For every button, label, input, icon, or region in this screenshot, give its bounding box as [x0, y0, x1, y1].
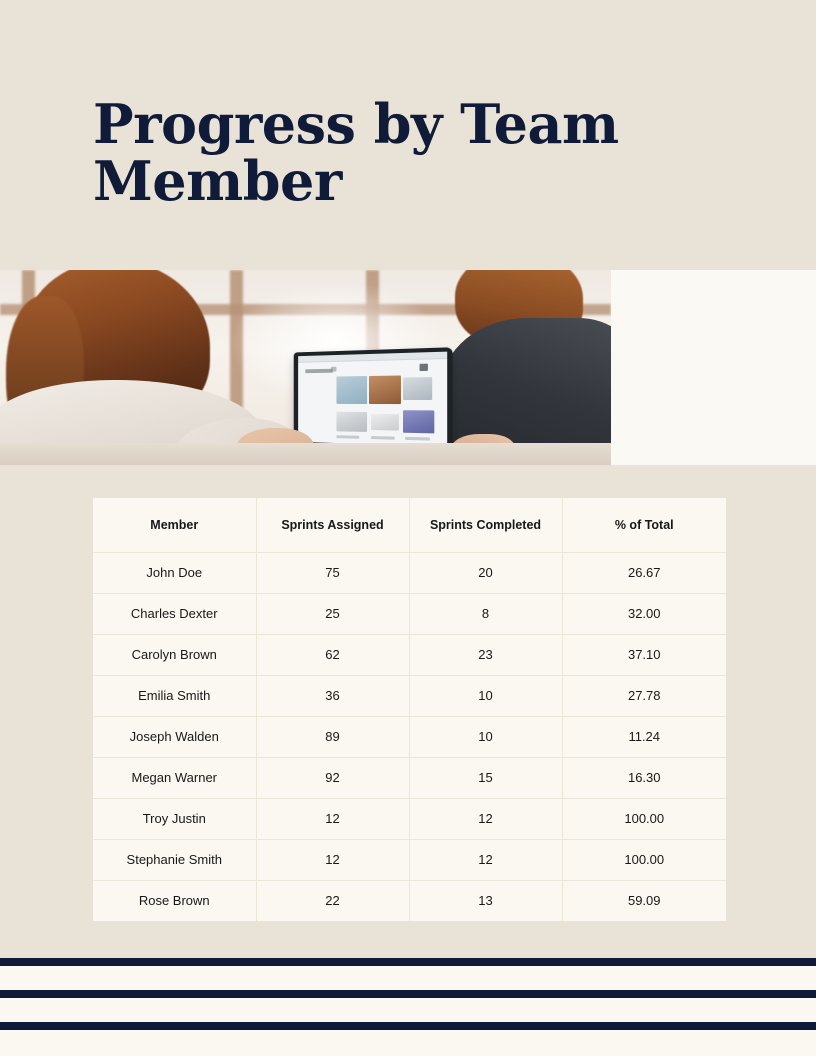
table-header-row: [93, 498, 726, 552]
cell-completed: 12: [409, 798, 562, 839]
cell-assigned: 36: [256, 675, 409, 716]
product-image: [336, 412, 367, 432]
cell-percent: 16.30: [562, 757, 726, 798]
photo-strip: [0, 270, 816, 465]
product-caption: [405, 437, 430, 441]
table-row: [93, 798, 726, 839]
header-band: [0, 0, 816, 270]
cell-completed: 13: [409, 880, 562, 921]
cell-assigned: 89: [256, 716, 409, 757]
cell-member: Joseph Walden: [93, 716, 256, 757]
table-section: [0, 465, 816, 958]
product-image: [403, 377, 432, 400]
footer-bar: [0, 958, 816, 966]
cell-member: Rose Brown: [93, 880, 256, 921]
cart-icon: [420, 364, 428, 371]
cell-assigned: 22: [256, 880, 409, 921]
table-row: [93, 757, 726, 798]
cell-completed: 23: [409, 634, 562, 675]
footer-bar: [0, 990, 816, 998]
cell-member: Stephanie Smith: [93, 839, 256, 880]
hero-photo: [0, 270, 611, 465]
product-caption: [336, 435, 359, 439]
cell-completed: 12: [409, 839, 562, 880]
photo-filler: [611, 270, 816, 465]
product-image: [369, 375, 401, 404]
column-header-percent: % of Total: [562, 498, 726, 552]
cell-percent: 100.00: [562, 839, 726, 880]
footer-bar: [0, 1022, 816, 1030]
cell-percent: 37.10: [562, 634, 726, 675]
table-row: [93, 552, 726, 593]
cell-percent: 11.24: [562, 716, 726, 757]
product-image: [371, 414, 399, 431]
cell-member: Charles Dexter: [93, 593, 256, 634]
product-image: [336, 376, 367, 404]
cell-completed: 8: [409, 593, 562, 634]
cell-assigned: 12: [256, 839, 409, 880]
product-caption: [371, 436, 395, 440]
cell-assigned: 25: [256, 593, 409, 634]
cell-assigned: 75: [256, 552, 409, 593]
laptop: [294, 347, 453, 453]
table-row: [93, 839, 726, 880]
footer-decoration: [0, 958, 816, 1056]
cell-assigned: 12: [256, 798, 409, 839]
column-header-member: Member: [93, 498, 256, 552]
table-body: [93, 552, 726, 921]
cell-percent: 27.78: [562, 675, 726, 716]
cell-member: Megan Warner: [93, 757, 256, 798]
cell-member: John Doe: [93, 552, 256, 593]
cell-percent: 59.09: [627, 893, 661, 909]
page-title: Progress by Team Member: [93, 92, 619, 214]
cell-percent: 26.67: [562, 552, 726, 593]
cell-percent: 32.00: [562, 593, 726, 634]
cell-member: Carolyn Brown: [93, 634, 256, 675]
cell-member: Troy Justin: [93, 798, 256, 839]
cell-assigned: 62: [256, 634, 409, 675]
table-row: [93, 675, 726, 716]
cell-completed: 10: [409, 675, 562, 716]
cell-percent: 100.00: [562, 798, 726, 839]
cell-member: Emilia Smith: [93, 675, 256, 716]
table-row: [93, 880, 726, 921]
progress-table-card: [93, 498, 726, 921]
desk-surface: [0, 443, 611, 465]
table-row: [93, 634, 726, 675]
product-image: [403, 410, 434, 433]
column-header-completed: Sprints Completed: [409, 498, 562, 552]
table-row: [93, 716, 726, 757]
cell-completed: 10: [409, 716, 562, 757]
cell-completed: 20: [409, 552, 562, 593]
site-logo: [305, 369, 332, 373]
column-header-assigned: Sprints Assigned: [256, 498, 409, 552]
browser-toolbar: [298, 352, 447, 363]
laptop-screen: [298, 352, 447, 447]
menu-icon: [331, 367, 337, 372]
cell-completed: 15: [409, 757, 562, 798]
table-row: [93, 593, 726, 634]
cell-assigned: 92: [256, 757, 409, 798]
progress-table: [93, 498, 726, 921]
table-head: [93, 498, 726, 552]
